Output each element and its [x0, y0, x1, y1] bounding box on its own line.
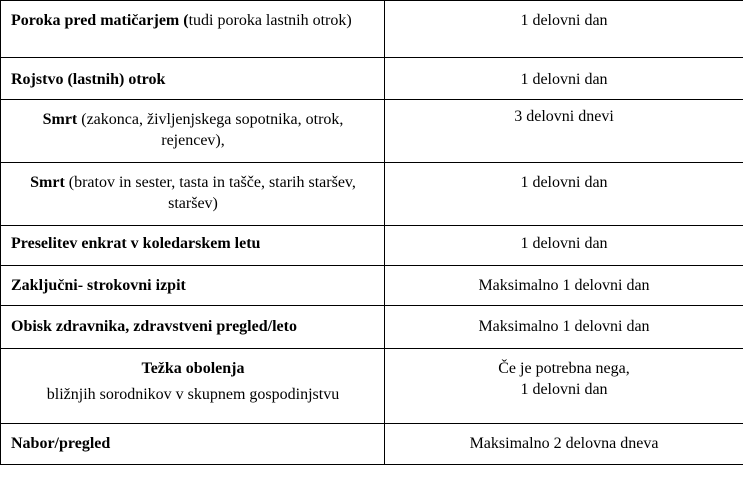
- event-detail: (zakonca, življenjskega sopotnika, otrok, rejencev),: [77, 111, 344, 149]
- duration-cell: [385, 1, 743, 58]
- event-detail: tudi poroka lastnih otrok): [188, 12, 352, 29]
- event-bold: Preselitev enkrat v koledarskem letu: [11, 235, 261, 252]
- duration-text: 1 delovni dan: [520, 12, 608, 29]
- event-cell: [1, 266, 385, 306]
- duration-text-line2: 1 delovni dan: [520, 381, 608, 398]
- duration-cell: [385, 306, 743, 349]
- table-row: [1, 424, 743, 465]
- event-bold: Zaključni- strokovni izpit: [11, 277, 186, 294]
- duration-text: 1 delovni dan: [520, 174, 608, 191]
- event-bold: Obisk zdravnika, zdravstveni pregled/leto: [11, 318, 297, 335]
- event-bold: Smrt: [42, 111, 78, 128]
- event-cell: [1, 349, 385, 424]
- duration-text: Maksimalno 2 delovna dneva: [469, 435, 659, 452]
- duration-cell: [385, 424, 743, 465]
- table-row: [1, 349, 743, 424]
- duration-cell: [385, 349, 743, 424]
- duration-text: 1 delovni dan: [520, 235, 608, 252]
- event-cell: [1, 163, 385, 226]
- duration-cell: [385, 100, 743, 163]
- duration-cell: [385, 58, 743, 100]
- duration-text-line1: Če je potrebna nega,: [498, 360, 630, 377]
- event-bold: Težka obolenja: [141, 360, 245, 377]
- event-bold: Nabor/pregled: [11, 435, 111, 452]
- event-bold: Rojstvo (lastnih) otrok: [11, 71, 166, 88]
- duration-text: 1 delovni dan: [520, 71, 608, 88]
- event-cell: [1, 58, 385, 100]
- table-row: [1, 306, 743, 349]
- event-cell: [1, 1, 385, 58]
- duration-text: Maksimalno 1 delovni dan: [478, 318, 650, 335]
- event-bold: Poroka pred matičarjem (: [11, 12, 189, 29]
- event-cell: [1, 306, 385, 349]
- table-row: [1, 226, 743, 266]
- table-row: [1, 100, 743, 163]
- event-cell: [1, 424, 385, 465]
- duration-cell: [385, 226, 743, 266]
- event-bold: Smrt: [30, 174, 65, 191]
- table-row: [1, 163, 743, 226]
- duration-cell: [385, 266, 743, 306]
- event-detail: bližnjih sorodnikov v skupnem gospodinjstvu: [46, 386, 340, 403]
- event-cell: [1, 100, 385, 163]
- event-cell: [1, 226, 385, 266]
- table-row: [1, 266, 743, 306]
- duration-cell: [385, 163, 743, 226]
- duration-text: Maksimalno 1 delovni dan: [478, 277, 650, 294]
- table-row: [1, 1, 743, 58]
- duration-text: 3 delovni dnevi: [514, 108, 614, 125]
- table-row: [1, 58, 743, 100]
- event-detail: (bratov in sester, tasta in tašče, starih staršev, staršev): [64, 174, 356, 212]
